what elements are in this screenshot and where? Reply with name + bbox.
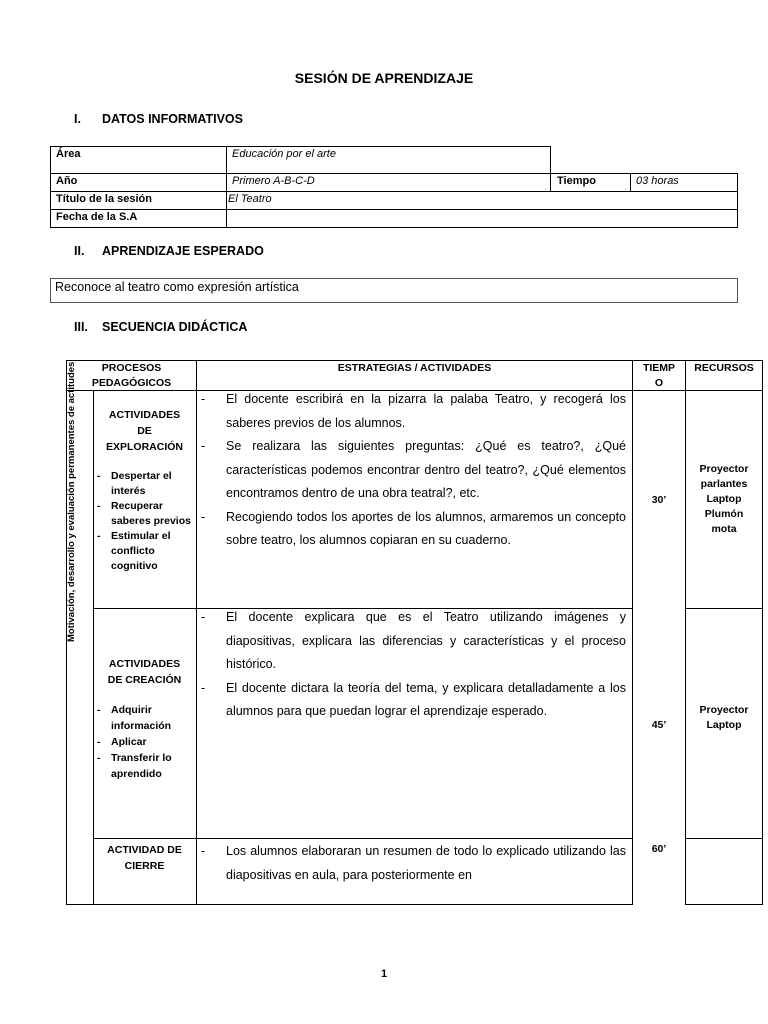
row2-title: ACTIVIDADES DE CREACIÓN — [107, 658, 182, 686]
header-recursos: RECURSOS — [694, 362, 754, 374]
list-item: - Estimular el conflicto cognitivo — [97, 530, 171, 572]
section-label: DATOS INFORMATIVOS — [102, 112, 243, 126]
section-label: APRENDIZAJE ESPERADO — [102, 244, 264, 258]
list-item: - Recuperar saberes previos — [97, 500, 191, 527]
aprendizaje-esperado-box: Reconoce al teatro como expresión artística — [50, 278, 738, 303]
list-item: - Adquirir información — [97, 704, 172, 732]
row1-activities — [198, 388, 626, 553]
section-heading-datos — [74, 112, 243, 126]
activity-item: - El docente explicara que es el Teatro utilizando imágenes y diapositivas, explicara las diferencias y características y el proceso histórico. — [201, 610, 626, 671]
fecha-label: Fecha de la S.A — [56, 211, 138, 223]
activity-item: - Los alumnos elaboraran un resumen de todo lo explicado utilizando las diapositivas en aula, para posteriormente en — [201, 844, 626, 882]
page-title: SESIÓN DE APRENDIZAJE — [294, 70, 474, 86]
page-number: 1 — [380, 968, 388, 980]
anio-value: Primero A-B-C-D — [232, 175, 315, 187]
section-heading-secuencia — [74, 320, 247, 334]
row2-recursos: Proyector Laptop — [699, 704, 749, 731]
section-number: II. — [74, 244, 85, 258]
row3-title: ACTIVIDAD DE CIERRE — [107, 844, 182, 872]
row1-recursos: Proyector parlantes Laptop Plumón mota — [699, 463, 749, 535]
tiempo-value: 03 horas — [636, 175, 679, 187]
list-item: - Transferir lo aprendido — [97, 752, 172, 780]
row2-process-list — [97, 702, 193, 782]
list-item: - Aplicar — [97, 736, 147, 748]
titulo-value: El Teatro — [228, 193, 272, 205]
activity-item: - El docente escribirá en la pizarra la palaba Teatro, y recogerá los saberes previos de los alumnos. — [201, 392, 626, 430]
activity-item: - Recogiendo todos los aportes de los alumnos, armaremos un concepto sobre teatro, los alumnos copiaran en su cuaderno. — [201, 509, 626, 547]
section-number: I. — [74, 112, 81, 126]
fecha-value — [228, 210, 236, 212]
activity-item: - El docente dictara la teoría del tema, y explicara detalladamente a los alumnos para que puedan lograr el aprendizaje esperado. — [201, 680, 626, 718]
area-label: Área — [56, 148, 81, 160]
area-value: Educación por el arte — [232, 148, 336, 160]
section-label: SECUENCIA DIDÁCTICA — [102, 320, 248, 334]
anio-label: Año — [56, 175, 78, 187]
tiempo-label: Tiempo — [557, 175, 596, 187]
row1-tiempo: 30’ — [651, 494, 667, 506]
section-number: III. — [74, 320, 88, 334]
titulo-label: Título de la sesión — [56, 193, 152, 205]
row2-tiempo: 45’ — [651, 719, 667, 731]
row3-activities — [198, 840, 626, 887]
row3-tiempo: 60’ — [651, 843, 667, 855]
header-tiempo: TIEMP O — [642, 362, 676, 389]
row1-process-list — [97, 469, 193, 574]
row2-activities — [198, 606, 626, 724]
list-item: - Despertar el interés — [97, 470, 172, 497]
section-heading-aprendizaje — [74, 244, 264, 258]
header-estrategias: ESTRATEGIAS / ACTIVIDADES — [337, 362, 492, 374]
activity-item: - Se realizara las siguientes preguntas: ¿Qué es teatro?, ¿Qué características podemos encontrar dentro del teatro?, ¿Qué elementos encontramos dentro de una obra teatral?, etc. — [201, 439, 626, 500]
header-procesos: PROCESOS PEDAGÓGICOS — [91, 362, 172, 389]
row1-title: ACTIVIDADES DE EXPLORACIÓN — [105, 409, 183, 453]
